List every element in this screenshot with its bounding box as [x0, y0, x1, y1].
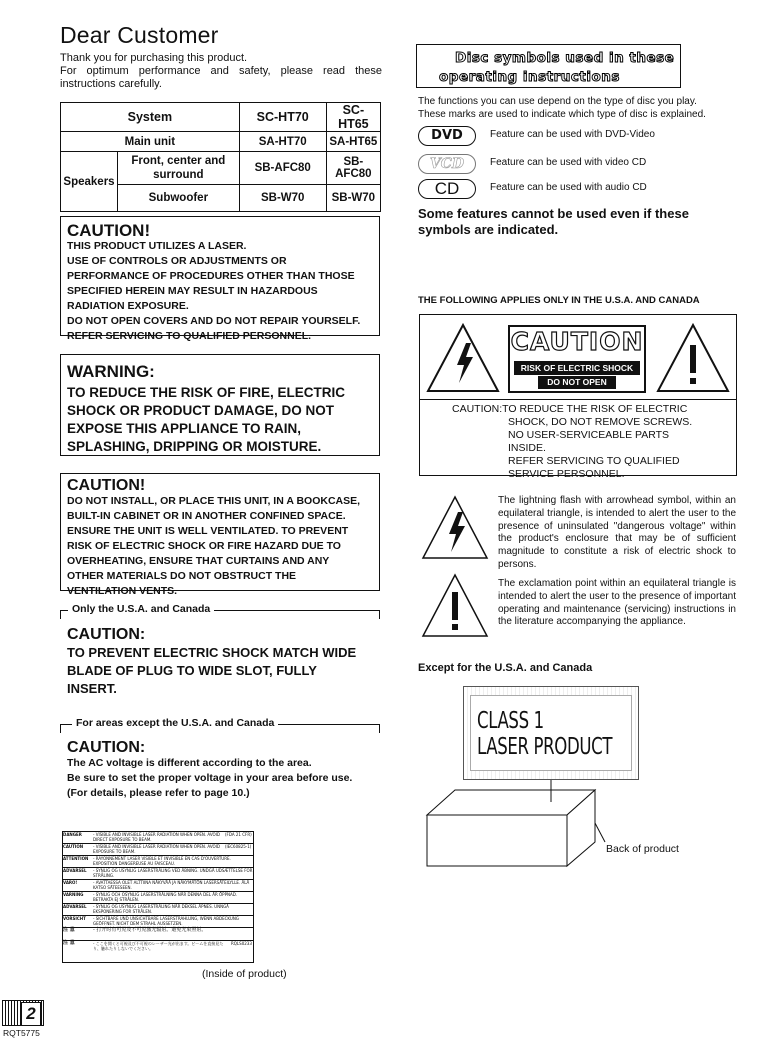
caution-plug-line: INSERT.: [67, 681, 117, 696]
caution-voltage-heading: CAUTION:: [67, 739, 146, 756]
disc-symbols-note-line: symbols are indicated.: [418, 222, 559, 237]
laser-label-value: - AVATTAESSA OLET ALTTIINA NÄKYVÄÄ JA NÄKYMÄTÖN LASERSÄTEILYLLE. ÄLÄ KATSO SÄTEESEEN.: [93, 880, 250, 890]
page-number: 2: [21, 1002, 41, 1026]
laser-label-value: - VISIBLE AND INVISIBLE LASER RADIATION WHEN OPEN. AVOID DIRECT EXPOSURE TO BEAM.: [93, 832, 220, 842]
laser-label-row: [63, 941, 253, 953]
laser-label-ref: (IEC60825-1): [225, 844, 252, 849]
front-label: Front, center and surround: [118, 152, 240, 185]
lightning-triangle-icon: [426, 321, 500, 395]
exclamation-triangle-icon: [656, 321, 730, 395]
laser-label-value: - ここを開くと可視及び不可視のレーザー光が出ます。ビームを直接見たり、触れたりしないでください。: [93, 941, 224, 951]
front-b: SB-AFC80: [326, 152, 380, 185]
subwoofer-a: SB-W70: [239, 185, 326, 212]
caution-voltage-line: (For details, please refer to page 10.): [67, 787, 250, 799]
caution-voltage-text: [67, 756, 352, 801]
caution-plug-box: [60, 610, 380, 704]
laser-warning-label: [62, 831, 254, 963]
disc-symbols-note: [418, 206, 689, 238]
laser-label-row: [63, 880, 253, 892]
class1-label-inner: [470, 695, 632, 771]
disc-symbols-desc: [418, 95, 706, 121]
caution-plug-line: BLADE OF PLUG TO WIDE SLOT, FULLY: [67, 663, 317, 678]
intro-line-1: Thank you for purchasing this product.: [60, 52, 248, 64]
intro-line-2: For optimum performance and safety, please read these instructions carefully.: [60, 65, 382, 90]
risk-line: DO NOT OPEN: [538, 376, 616, 389]
laser-label-key: VARO!: [63, 880, 78, 885]
main-unit-label: Main unit: [61, 132, 240, 152]
speakers-label: Speakers: [61, 152, 118, 212]
caution-laser-box: [60, 216, 380, 342]
caution-laser-line: REFER SERVICING TO QUALIFIED PERSONNEL.: [67, 330, 312, 342]
model-b-header: SC-HT65: [326, 103, 380, 132]
subwoofer-b: SB-W70: [326, 185, 380, 212]
caution-plug-label: Only the U.S.A. and Canada: [68, 603, 214, 615]
caution-label-line: CAUTION:TO REDUCE THE RISK OF ELECTRIC: [452, 403, 688, 415]
caution-laser-heading: CAUTION!: [67, 221, 151, 240]
front-a: SB-AFC80: [239, 152, 326, 185]
document-code: RQT5775: [3, 1028, 40, 1038]
laser-label-row: [63, 892, 253, 904]
inside-caption: (Inside of product): [202, 968, 287, 980]
lightning-explanation: The lightning flash with arrowhead symbol, within an equilateral triangle, is intended to alert the user to the presence of uninsulated "dangerous voltage" within the product's enclosure that may be of sufficient magnitude to constitute a risk of electric shock to persons.: [498, 495, 736, 570]
intro-text: [60, 52, 382, 91]
disc-symbols-title-line: Disc symbols used in these: [455, 50, 675, 66]
warning-heading: WARNING:: [67, 362, 155, 381]
exclamation-explanation: The exclamation point within an equilateral triangle is intended to alert the user to the presence of important operating and maintenance (servicing) instructions in the literature accompanying the appliance.: [498, 578, 736, 628]
laser-label-key: 注 意: [63, 927, 75, 933]
cd-icon: CD: [418, 179, 476, 199]
disc-symbols-note-line: Some features cannot be used even if these: [418, 206, 689, 221]
laser-label-row: [63, 868, 253, 880]
warning-line: TO REDUCE THE RISK OF FIRE, ELECTRIC: [67, 385, 346, 400]
caution-ventilation-line: BUILT-IN CABINET OR IN ANOTHER CONFINED SPACE.: [67, 510, 346, 522]
caution-voltage-label: For areas except the U.S.A. and Canada: [72, 717, 278, 729]
system-header: System: [61, 103, 240, 132]
laser-label-value: - SICHTBARE UND UNSICHTBARE LASERSTRAHLUNG, WENN ABDECKUNG GEÖFFNET. NICHT DEM STRAHL AUSSETZEN.: [93, 916, 239, 926]
laser-label-key: ADVARSEL: [63, 868, 87, 873]
usa-heading: THE FOLLOWING APPLIES ONLY IN THE U.S.A. AND CANADA: [418, 295, 700, 306]
caution-ventilation-text: [67, 494, 360, 599]
disc-row-text: Feature can be used with video CD: [490, 157, 647, 168]
disc-symbols-title-box: [416, 44, 681, 88]
system-table: [60, 102, 381, 212]
caution-ventilation-box: [60, 473, 380, 597]
warning-text: [67, 384, 345, 456]
laser-label-key: ADVARSEL: [63, 904, 87, 909]
laser-label-key: VORSICHT: [63, 916, 86, 921]
page-number-badge: [2, 1000, 44, 1026]
disc-symbols-title: [439, 49, 674, 87]
page-title: Dear Customer: [60, 22, 219, 48]
lightning-symbol-icon: [421, 494, 489, 562]
laser-label-row: [63, 928, 253, 941]
caution-label-line: NO USER-SERVICEABLE PARTS: [508, 429, 670, 441]
caution-laser-line: USE OF CONTROLS OR ADJUSTMENTS OR: [67, 255, 287, 267]
main-unit-b: SA-HT65: [326, 132, 380, 152]
product-box-illustration: [425, 778, 625, 878]
laser-label-key: ATTENTION: [63, 856, 89, 861]
caution-laser-line: RADIATION EXPOSURE.: [67, 300, 189, 312]
caution-voltage-line: The AC voltage is different according to the area.: [67, 757, 312, 769]
back-of-product-label: Back of product: [606, 843, 679, 855]
class1-line: CLASS 1: [477, 708, 544, 734]
caution-label-divider: [420, 399, 736, 400]
caution-label-line: REFER SERVICING TO QUALIFIED: [508, 455, 680, 467]
caution-laser-text: [67, 239, 360, 344]
laser-label-key: CAUTION: [63, 844, 84, 849]
model-a-header: SC-HT70: [239, 103, 326, 132]
caution-badge: [508, 325, 646, 393]
caution-plug-heading: CAUTION:: [67, 626, 146, 643]
caution-ventilation-line: DO NOT INSTALL, OR PLACE THIS UNIT, IN A BOOKCASE,: [67, 495, 361, 507]
caution-laser-line: THIS PRODUCT UTILIZES A LASER.: [67, 240, 247, 252]
class1-label: [463, 686, 639, 780]
caution-label-line: SERVICE PERSONNEL.: [508, 468, 625, 480]
warning-line: EXPOSE THIS APPLIANCE TO RAIN,: [67, 421, 302, 436]
laser-label-value: - VISIBLE AND INVISIBLE LASER RADIATION WHEN OPEN. AVOID EXPOSURE TO BEAM.: [93, 844, 220, 854]
caution-label-line: INSIDE.: [508, 442, 546, 454]
laser-label-value: - SYNLIG OG USYNLIG LASERSTRÅLING VED ÅBNING. UNDGÅ UDSÆTTELSE FOR STRÅLING.: [93, 868, 253, 878]
caution-ventilation-line: VENTILATION VENTS.: [67, 585, 178, 597]
risk-line: RISK OF ELECTRIC SHOCK: [514, 361, 640, 375]
laser-label-key: VARNING: [63, 892, 84, 897]
disc-symbols-desc-line: These marks are used to indicate which type of disc is explained.: [418, 109, 706, 120]
disc-row-text: Feature can be used with audio CD: [490, 182, 647, 193]
laser-label-ref: RQLS0233: [231, 941, 252, 946]
laser-label-value: - SYNLIG OG USYNLIG LASERSTRÅLING NÅR DEKSEL ÅPNES. UNNGÅ EKSPONERING FOR STRÅLEN.: [93, 904, 229, 914]
caution-laser-line: SPECIFIED HEREIN MAY RESULT IN HAZARDOUS: [67, 285, 318, 297]
laser-label-value: - RAYONNEMENT LASER VISIBLE ET INVISIBLE EN CAS D'OUVERTURE. EXPOSITION DANGEREUSE AU FAISCEAU.: [93, 856, 231, 866]
warning-line: SPLASHING, DRIPPING OR MOISTURE.: [67, 439, 322, 454]
laser-label-row: [63, 856, 253, 868]
disc-symbols-desc-line: The functions you can use depend on the type of disc you play.: [418, 96, 697, 107]
disc-row-text: Feature can be used with DVD-Video: [490, 129, 655, 140]
dvd-icon: DVD: [418, 126, 476, 146]
exclamation-symbol-icon: [421, 572, 489, 640]
caution-plug-text: [67, 644, 356, 698]
caution-ventilation-line: ENSURE THE UNIT IS WELL VENTILATED. TO PREVENT: [67, 525, 349, 537]
warning-line: SHOCK OR PRODUCT DAMAGE, DO NOT: [67, 403, 335, 418]
disc-symbols-title-line: operating instructions: [439, 69, 620, 85]
laser-label-row: [63, 844, 253, 856]
laser-label-row: [63, 832, 253, 844]
warning-box: [60, 354, 380, 456]
caution-ventilation-heading: CAUTION!: [67, 477, 146, 494]
except-heading: Except for the U.S.A. and Canada: [418, 662, 593, 674]
main-unit-a: SA-HT70: [239, 132, 326, 152]
caution-voltage-line: Be sure to set the proper voltage in your area before use.: [67, 772, 353, 784]
subwoofer-label: Subwoofer: [118, 185, 240, 212]
caution-label-text: [452, 403, 692, 481]
caution-ventilation-line: OTHER MATERIALS DO NOT OBSTRUCT THE: [67, 570, 297, 582]
caution-word: CAUTION: [510, 327, 644, 356]
caution-laser-line: DO NOT OPEN COVERS AND DO NOT REPAIR YOURSELF.: [67, 315, 361, 327]
caution-ventilation-line: OVERHEATING, ENSURE THAT CURTAINS AND ANY: [67, 555, 330, 567]
class1-line: LASER PRODUCT: [477, 734, 613, 760]
laser-label-value: - 打开时有可见及不可见激光辐射。避免光束照射。: [93, 927, 207, 933]
caution-voltage-box: [60, 724, 380, 810]
caution-label-box: [419, 314, 737, 480]
laser-label-row: [63, 904, 253, 916]
laser-label-value: - SYNLIG OCH OSYNLIG LASERSTRÅLNING NÄR DENNA DEL ÄR ÖPPNAD. BETRAKTA EJ STRÅLEN.: [93, 892, 238, 902]
caution-laser-line: PERFORMANCE OF PROCEDURES OTHER THAN THOSE: [67, 270, 355, 282]
caution-label-line: SHOCK, DO NOT REMOVE SCREWS.: [508, 416, 693, 428]
vcd-icon: VCD: [418, 154, 476, 174]
laser-label-ref: (FDA 21 CFR): [225, 832, 252, 837]
caution-plug-line: TO PREVENT ELECTRIC SHOCK MATCH WIDE: [67, 645, 357, 660]
laser-label-key: 注 意: [63, 940, 75, 946]
laser-label-key: DANGER: [63, 832, 82, 837]
caution-ventilation-line: RISK OF ELECTRIC SHOCK OR FIRE HAZARD DUE TO: [67, 540, 341, 552]
